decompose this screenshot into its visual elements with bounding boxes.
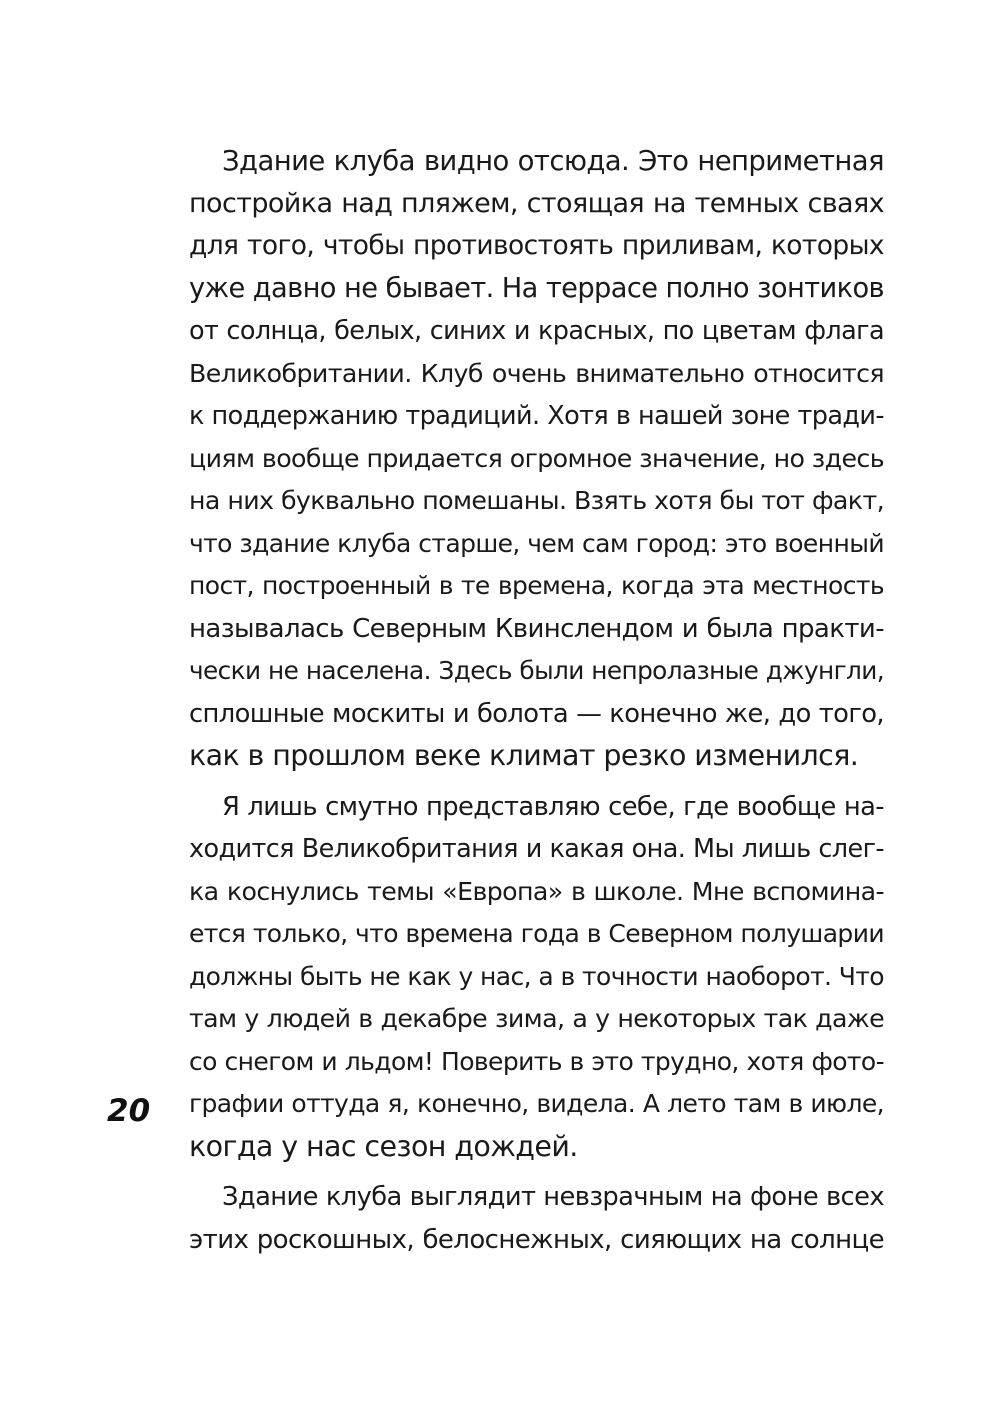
paragraph-2	[189, 786, 884, 1169]
text-line: Здание клуба выглядит невзрачным на фоне всех	[222, 1182, 884, 1212]
text-line: ка коснулись темы «Европа» в школе. Мне вспомина-	[189, 876, 884, 906]
paragraph-gap	[189, 1168, 884, 1176]
text-line: там у людей в декабре зима, а у некоторых так даже	[189, 1004, 884, 1033]
text-line: пост, построенный в те времена, когда эта местность	[189, 571, 884, 600]
text-line: сплошные москиты и болота — конечно же, до того,	[189, 698, 884, 729]
text-line: графии оттуда я, конечно, видела. А лето там в июле,	[189, 1089, 884, 1118]
text-line: к поддержанию традиций. Хотя в нашей зоне тради-	[189, 401, 884, 431]
text-line: ходится Великобритания и какая она. Мы лишь слег-	[189, 834, 884, 864]
paragraph-1	[189, 140, 884, 778]
text-line: должны быть не как у нас, а в точности наоборот. Что	[189, 961, 884, 991]
body-text	[189, 140, 884, 1261]
text-line: этих роскошных, белоснежных, сияющих на солнце	[189, 1224, 884, 1255]
text-line: уже давно не бывает. На террасе полно зонтиков	[189, 272, 884, 304]
text-line: что здание клуба старше, чем сам город: это военный	[189, 528, 884, 558]
text-line: постройка над пляжем, стоящая на темных сваях	[189, 187, 884, 219]
text-line: на них буквально помешаны. Взять хотя бы тот факт,	[189, 486, 884, 515]
text-line: Великобритании. Клуб очень внимательно относится	[189, 358, 884, 388]
text-line: от солнца, белых, синих и красных, по цветам флага	[189, 316, 884, 346]
text-line: ется только, что времена года в Северном полушарии	[189, 919, 884, 948]
text-line: Я лишь смутно представляю себе, где вообще на-	[222, 791, 884, 822]
text-line: чески не населена. Здесь были непролазные джунгли,	[189, 656, 884, 685]
paragraph-3	[189, 1176, 884, 1261]
text-line: циям вообще придается огромное значение, но здесь	[189, 443, 884, 473]
text-line: Здание клуба видно отсюда. Это неприметная	[222, 145, 884, 177]
text-line: когда у нас сезон дождей.	[189, 1129, 578, 1163]
paragraph-gap	[189, 778, 884, 786]
text-line: для того, чтобы противостоять приливам, которых	[189, 230, 884, 261]
text-line: как в прошлом веке климат резко изменился.	[189, 739, 859, 772]
text-line: со снегом и льдом! Поверить в это трудно, хотя фото-	[189, 1046, 884, 1076]
page-number: 20	[107, 1093, 151, 1129]
text-line: называлась Северным Квинслендом и была практи-	[189, 613, 884, 644]
